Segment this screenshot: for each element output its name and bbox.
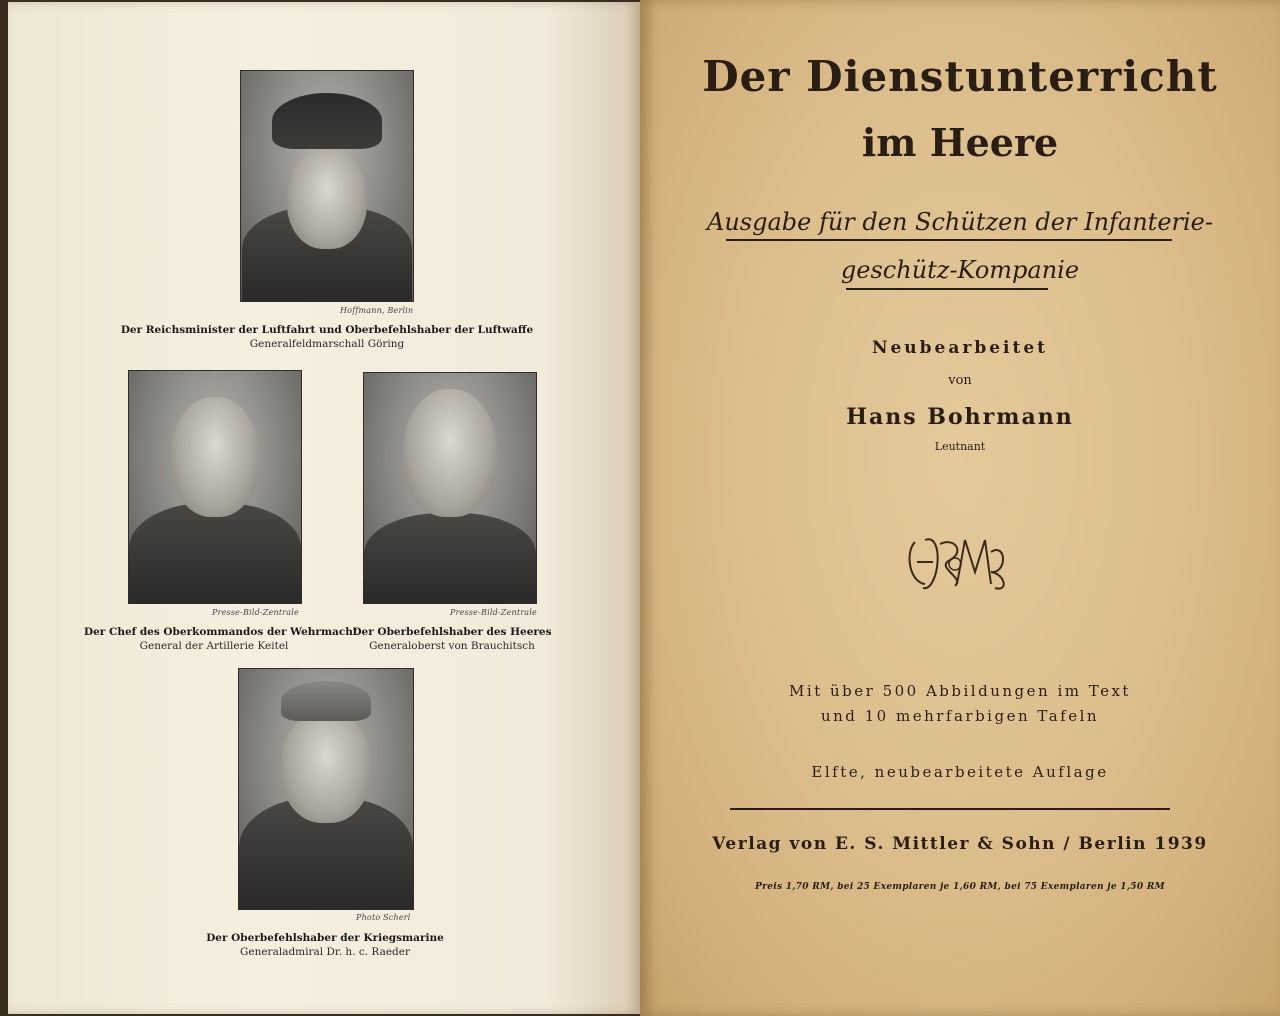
monogram-icon bbox=[895, 522, 1015, 602]
illustrations-line2: und 10 mehrfarbigen Tafeln bbox=[820, 707, 1100, 725]
subtitle-line2: geschütz-Kompanie bbox=[840, 256, 1080, 284]
portrait-photo-brauchitsch bbox=[363, 372, 537, 604]
illustrations-line1: Mit über 500 Abbildungen im Text bbox=[789, 682, 1131, 700]
portrait-caption-name: Generaloberst von Brauchitsch bbox=[369, 640, 535, 652]
author-name: Hans Bohrmann bbox=[846, 404, 1074, 430]
photo-credit: Photo Scherl bbox=[356, 913, 411, 922]
book-title-line2: im Heere bbox=[861, 120, 1059, 165]
portrait-caption-title: Der Reichsminister der Luftfahrt und Oberbefehlshaber der Luftwaffe bbox=[120, 324, 534, 336]
price-line: Preis 1,70 RM, bei 25 Exemplaren je 1,60 RM, bei 75 Exemplaren je 1,50 RM bbox=[755, 882, 1165, 892]
portrait-caption-title: Der Oberbefehlshaber des Heeres bbox=[352, 626, 552, 638]
portrait-caption-name: Generaladmiral Dr. h. c. Raeder bbox=[239, 946, 410, 958]
by-label: von bbox=[948, 373, 972, 388]
photo-credit: Hoffmann, Berlin bbox=[340, 306, 414, 315]
portrait-caption-name: General der Artillerie Keitel bbox=[139, 640, 289, 652]
subtitle-line1: Ausgabe für den Schützen der Infanterie- bbox=[706, 208, 1213, 236]
publisher-monogram-logo bbox=[895, 522, 1015, 602]
photo-credit: Presse-Bild-Zentrale bbox=[450, 608, 537, 617]
revised-label: Neubearbeitet bbox=[871, 338, 1049, 358]
publisher-divider bbox=[730, 808, 1170, 810]
portrait-photo-keitel bbox=[128, 370, 302, 604]
portrait-photo-raeder bbox=[238, 668, 414, 910]
portrait-photo-goering bbox=[240, 70, 414, 302]
publisher-line: Verlag von E. S. Mittler & Sohn / Berlin 1939 bbox=[712, 834, 1208, 854]
author-rank: Leutnant bbox=[934, 440, 986, 453]
edition-label: Elfte, neubearbeitete Auflage bbox=[811, 763, 1109, 781]
photo-credit: Presse-Bild-Zentrale bbox=[212, 608, 299, 617]
portrait-caption-title: Der Oberbefehlshaber der Kriegsmarine bbox=[206, 932, 444, 944]
portrait-caption-title: Der Chef des Oberkommandos der Wehrmacht bbox=[84, 626, 358, 638]
subtitle-underline bbox=[726, 239, 1172, 241]
portrait-caption-name: Generalfeldmarschall Göring bbox=[249, 338, 405, 350]
book-title-line1: Der Dienstunterricht bbox=[702, 52, 1218, 101]
subtitle-underline bbox=[846, 288, 1048, 290]
